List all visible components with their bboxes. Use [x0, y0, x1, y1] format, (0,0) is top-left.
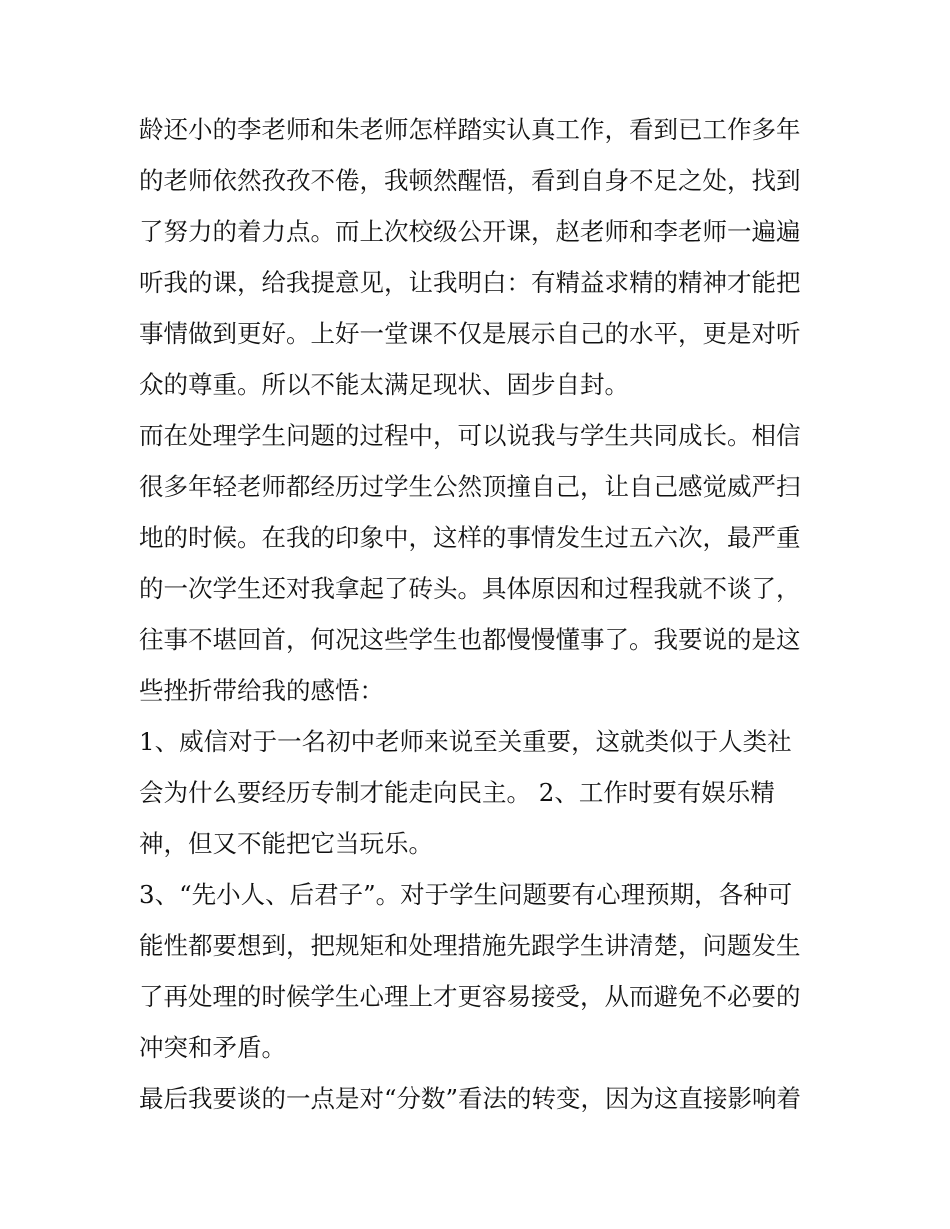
text-line: 3、“先小人、后君子”。对于学生问题要有心理预期，各种可 [139, 880, 793, 909]
text-line: 了再处理的时候学生心理上才更容易接受，从而避免不必要的 [139, 982, 801, 1011]
text-line: 的一次学生还对我拿起了砖头。具体原因和过程我就不谈了， [139, 574, 801, 603]
text-line: 听我的课，给我提意见，让我明白：有精益求精的精神才能把 [139, 268, 801, 297]
text-line: 神，但又不能把它当玩乐。 [139, 829, 433, 858]
text-line: 的老师依然孜孜不倦，我顿然醒悟，看到自身不足之处，找到 [139, 166, 801, 195]
text-line: 冲突和矛盾。 [139, 1033, 286, 1062]
text-line: 龄还小的李老师和朱老师怎样踏实认真工作，看到已工作多年 [139, 115, 801, 144]
text-line: 了努力的着力点。而上次校级公开课，赵老师和李老师一遍遍 [139, 217, 801, 246]
text-line: 1、威信对于一名初中老师来说至关重要，这就类似于人类社 [139, 727, 792, 756]
text-line: 地的时候。在我的印象中，这样的事情发生过五六次，最严重 [139, 523, 801, 552]
text-line: 很多年轻老师都经历过学生公然顶撞自己，让自己感觉威严扫 [139, 472, 801, 501]
text-line: 能性都要想到，把规矩和处理措施先跟学生讲清楚，问题发生 [139, 931, 801, 960]
text-line: 而在处理学生问题的过程中，可以说我与学生共同成长。相信 [139, 421, 801, 450]
text-line: 往事不堪回首，何况这些学生也都慢慢懂事了。我要说的是这 [139, 625, 801, 654]
text-line: 会为什么要经历专制才能走向民主。 2、工作时要有娱乐精 [139, 778, 775, 807]
text-line: 最后我要谈的一点是对“分数”看法的转变，因为这直接影响着 [139, 1084, 802, 1113]
text-line: 事情做到更好。上好一堂课不仅是展示自己的水平，更是对听 [139, 319, 801, 348]
text-line: 些挫折带给我的感悟： [139, 676, 384, 705]
text-line: 众的尊重。所以不能太满足现状、固步自封。 [139, 370, 629, 399]
